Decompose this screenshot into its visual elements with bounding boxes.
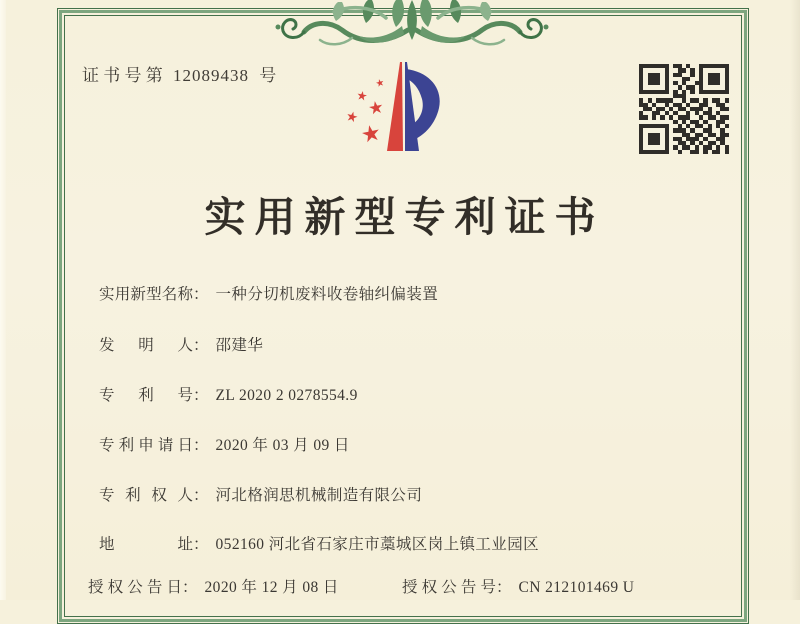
field-row-address: 地址： 052160 河北省石家庄市藁城区岗上镇工业园区 xyxy=(99,533,539,556)
field-label: 地址 xyxy=(99,536,193,553)
scan-edge-right xyxy=(790,0,800,600)
certificate-number xyxy=(82,61,276,86)
grant-date: 授权公告日： 2020 年 12 月 08 日 xyxy=(88,579,339,596)
scan-edge-left xyxy=(0,0,6,600)
field-value: 河北格润思机械制造有限公司 xyxy=(215,487,423,504)
star-icon xyxy=(357,90,368,101)
floral-flourish-icon xyxy=(272,0,552,54)
field-label: 专利号 xyxy=(99,387,193,404)
field-label: 授权公告日 xyxy=(88,579,182,596)
star-icon xyxy=(346,110,359,122)
field-value: 2020 年 12 月 08 日 xyxy=(204,579,339,596)
certificate-number-value: 12089438 xyxy=(173,66,249,85)
field-value: 邵建华 xyxy=(215,337,264,354)
qr-code xyxy=(639,64,729,154)
certificate-number-prefix: 证 书 号 第 xyxy=(82,66,163,85)
star-icon xyxy=(375,78,384,87)
field-row-patent-number: 专利号： ZL 2020 2 0278554.9 xyxy=(99,384,358,407)
grant-number: 授权公告号： CN 212101469 U xyxy=(402,576,634,599)
field-row-inventor: 发明人： 邵建华 xyxy=(99,334,263,357)
field-row-filing-date: 专利申请日： 2020 年 03 月 09 日 xyxy=(99,434,350,457)
cnipa-patent-logo-icon xyxy=(345,56,450,158)
field-value: ZL 2020 2 0278554.9 xyxy=(215,387,358,404)
field-label: 发明人 xyxy=(99,337,193,354)
field-row-invention-name: 实用新型名称： 一种分切机废料收卷轴纠偏装置 xyxy=(99,283,438,306)
field-label: 专利权人 xyxy=(99,487,193,504)
field-label: 授权公告号 xyxy=(402,579,496,596)
field-value: 052160 河北省石家庄市藁城区岗上镇工业园区 xyxy=(215,536,539,553)
field-label: 专利申请日 xyxy=(99,437,193,454)
field-value: CN 212101469 U xyxy=(518,579,635,596)
star-icon xyxy=(361,123,381,142)
field-row-grant xyxy=(88,576,748,599)
star-icon xyxy=(368,100,383,115)
field-value: 2020 年 03 月 09 日 xyxy=(215,437,350,454)
field-value: 一种分切机废料收卷轴纠偏装置 xyxy=(215,286,439,303)
field-label: 实用新型名称 xyxy=(99,286,193,303)
field-row-patentee: 专利权人： 河北格润思机械制造有限公司 xyxy=(99,484,422,507)
certificate-title: 实用新型专利证书 xyxy=(204,194,605,240)
certificate-number-suffix: 号 xyxy=(259,66,277,85)
